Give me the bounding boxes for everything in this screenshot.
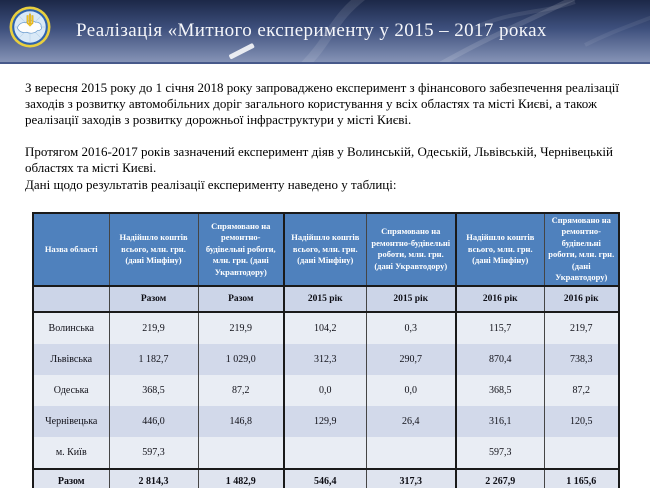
total-value-cell: 2 814,3 <box>109 469 198 488</box>
region-name-cell: Одеська <box>33 375 109 406</box>
total-value-cell: 2 267,9 <box>456 469 544 488</box>
region-row-volynska <box>33 312 619 344</box>
table-header-cell: Надійшло коштів всього, млн. грн. (дані Мінфіну) <box>284 213 366 286</box>
value-cell: 129,9 <box>284 406 366 437</box>
title-banner <box>0 0 650 64</box>
value-cell: 146,8 <box>198 406 284 437</box>
table-header-cell: Назва області <box>33 213 109 286</box>
value-cell <box>544 437 619 469</box>
value-cell: 87,2 <box>544 375 619 406</box>
value-cell: 368,5 <box>109 375 198 406</box>
region-row-kyiv <box>33 437 619 469</box>
region-name-cell: Чернівецька <box>33 406 109 437</box>
total-row <box>33 469 619 488</box>
table-header-row <box>33 213 619 286</box>
region-row-lvivska <box>33 344 619 375</box>
table-header-cell: Спрямовано на ремонтно-будівельні роботи, млн. грн. (дані Укравтодору) <box>544 213 619 286</box>
table-subheader-cell: 2016 рік <box>456 286 544 312</box>
value-cell: 219,9 <box>109 312 198 344</box>
table-subheader-row <box>33 286 619 312</box>
value-cell: 219,7 <box>544 312 619 344</box>
experiment-paragraph: Протягом 2016-2017 років зазначений експеримент діяв у Волинській, Одеській, Львівській, Чернівецькій областях та місті Києві. <box>25 144 613 176</box>
value-cell: 26,4 <box>366 406 456 437</box>
table-caption-line: Дані щодо результатів реалізації експерименту наведено у таблиці: <box>25 176 397 192</box>
value-cell: 597,3 <box>456 437 544 469</box>
value-cell: 368,5 <box>456 375 544 406</box>
region-row-odeska <box>33 375 619 406</box>
total-value-cell: 1 482,9 <box>198 469 284 488</box>
value-cell: 0,3 <box>366 312 456 344</box>
value-cell: 115,7 <box>456 312 544 344</box>
value-cell <box>198 437 284 469</box>
value-cell <box>284 437 366 469</box>
value-cell: 290,7 <box>366 344 456 375</box>
value-cell: 870,4 <box>456 344 544 375</box>
value-cell: 597,3 <box>109 437 198 469</box>
table-subheader-cell: 2015 рік <box>284 286 366 312</box>
value-cell: 312,3 <box>284 344 366 375</box>
value-cell: 219,9 <box>198 312 284 344</box>
total-label-cell: Разом <box>33 469 109 488</box>
region-name-cell: м. Київ <box>33 437 109 469</box>
value-cell: 1 029,0 <box>198 344 284 375</box>
table-subheader-cell: 2015 рік <box>366 286 456 312</box>
region-name-cell: Львівська <box>33 344 109 375</box>
region-row-chernivetska <box>33 406 619 437</box>
body-text <box>25 80 628 193</box>
region-name-cell: Волинська <box>33 312 109 344</box>
table-header-cell: Надійшло коштів всього, млн. грн. (дані Мінфіну) <box>456 213 544 286</box>
table-header-cell: Надійшло коштів всього, млн. грн. (дані Мінфіну) <box>109 213 198 286</box>
results-table <box>32 212 620 488</box>
intro-paragraph: З вересня 2015 року до 1 січня 2018 року запроваджено експеримент з фінансового забезпечення реалізації заходів з розвитку автомобільних доріг загального користування у всіх областях та місті Києві, а також реалізації заходів з розвитку дорожньої інфраструктури у місті Києві. <box>25 80 620 128</box>
value-cell: 738,3 <box>544 344 619 375</box>
table-header-cell: Спрямовано на ремонтно-будівельні роботи, млн. грн. (дані Укравтодору) <box>366 213 456 286</box>
table-subheader-cell: Разом <box>198 286 284 312</box>
table-subheader-cell: 2016 рік <box>544 286 619 312</box>
ukraine-roads-emblem-icon <box>9 5 51 49</box>
value-cell: 0,0 <box>284 375 366 406</box>
table-header-cell: Спрямовано на ремонтно-будівельні роботи, млн. грн. (дані Укравтодору) <box>198 213 284 286</box>
table-subheader-cell <box>33 286 109 312</box>
total-value-cell: 1 165,6 <box>544 469 619 488</box>
value-cell: 316,1 <box>456 406 544 437</box>
value-cell: 104,2 <box>284 312 366 344</box>
value-cell: 120,5 <box>544 406 619 437</box>
value-cell <box>366 437 456 469</box>
value-cell: 1 182,7 <box>109 344 198 375</box>
value-cell: 87,2 <box>198 375 284 406</box>
value-cell: 446,0 <box>109 406 198 437</box>
table-subheader-cell: Разом <box>109 286 198 312</box>
total-value-cell: 546,4 <box>284 469 366 488</box>
value-cell: 0,0 <box>366 375 456 406</box>
slide-title: Реалізація «Митного експерименту у 2015 – 2017 роках <box>76 20 547 41</box>
total-value-cell: 317,3 <box>366 469 456 488</box>
